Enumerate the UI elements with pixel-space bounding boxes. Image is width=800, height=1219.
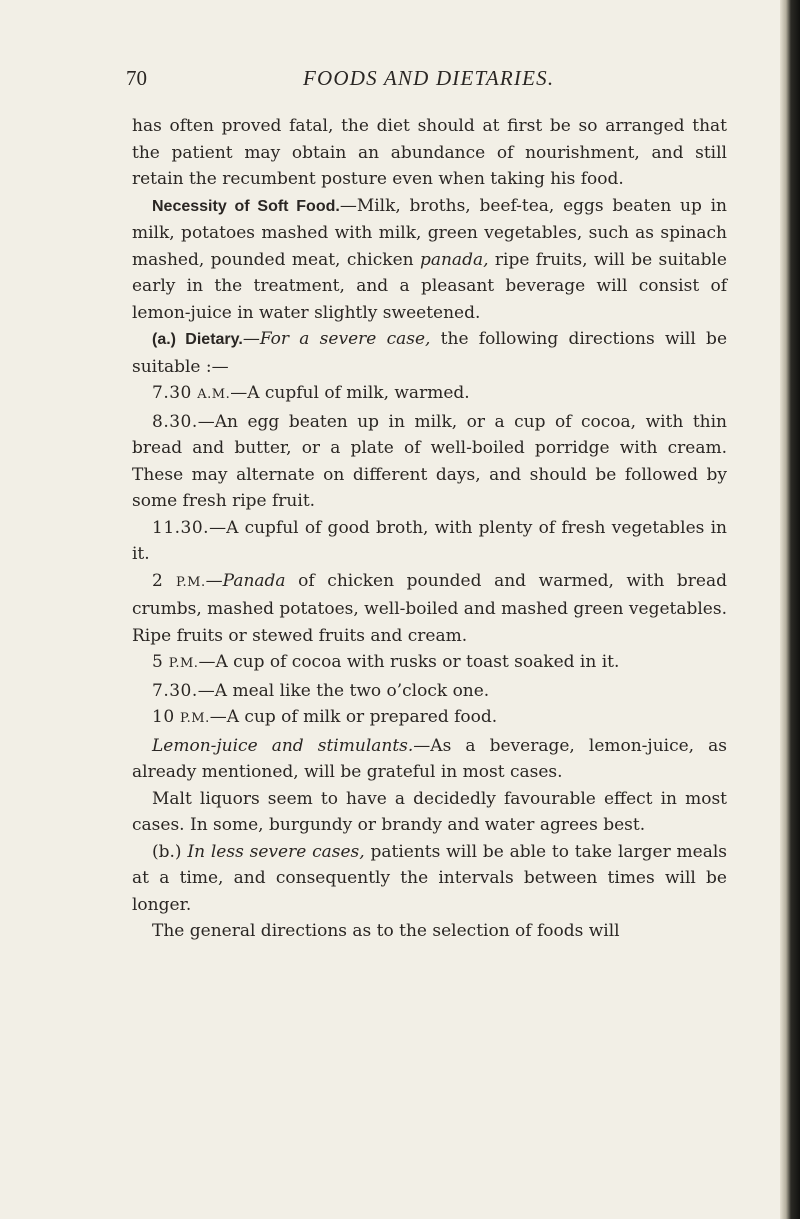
paragraph-text: Malt liquors seem to have a decidedly favourable effect in most cases. In some, burgundy or brandy and water agrees best. (132, 788, 727, 835)
schedule-entry-1130 (132, 515, 727, 568)
schedule-time: 10 (152, 707, 175, 727)
schedule-text: —A meal like the two o’clock one. (197, 680, 490, 701)
schedule-text: —A cupful of milk, warmed. (230, 383, 470, 403)
schedule-entry-730 (132, 678, 727, 705)
paragraph-lemon-juice (132, 733, 727, 786)
schedule-ampm: P.M. (168, 656, 199, 671)
paragraph-malt-liquors (132, 786, 727, 839)
paragraph-general-directions (132, 918, 727, 945)
section-heading-dietary: (a.) Dietary. (152, 331, 243, 348)
paragraph-text: ripe fruits, will be suitable early in the treatment, and a pleasant beverage will consist of lemon-juice in water slightly sweetened. (132, 249, 727, 323)
schedule-entry-5pm (132, 649, 727, 678)
section-heading-soft-food: Necessity of Soft Food. (152, 197, 340, 215)
paragraph-text: —Milk, broths, beef-tea, eggs beaten up in milk, potatoes mashed with milk, green vegetables, such as spinach mashed, pounded meat, chicken (132, 195, 727, 270)
schedule-time: 7.30. (152, 680, 198, 701)
italic-heading: Lemon-juice and stimulants. (152, 735, 414, 756)
schedule-entry-830 (132, 409, 727, 515)
schedule-entry-730am (132, 380, 727, 409)
page-edge-shadow (780, 0, 800, 1219)
running-title: FOODS AND DIETARIES. (303, 66, 555, 90)
schedule-ampm: P.M. (175, 574, 206, 590)
paragraph-text: the following directions will be suitable :— (132, 329, 727, 377)
schedule-time: 8.30. (152, 411, 198, 432)
italic-text: In less severe cases, (187, 841, 365, 862)
schedule-text: —A cupful of good broth, with plenty of fresh vegetables in it. (132, 517, 727, 564)
italic-text: —Panada (205, 570, 286, 591)
paragraph-less-severe (132, 839, 727, 919)
paragraph-soft-food (132, 193, 727, 327)
schedule-time: 7.30 (152, 383, 192, 403)
body-text (132, 113, 727, 945)
schedule-entry-10pm (132, 704, 727, 733)
section-label: (b.) (152, 841, 182, 862)
paragraph-text: patients will be able to take larger meals at a time, and consequently the intervals between times will be longer. (132, 841, 728, 915)
paragraph-text: —As a beverage, lemon-juice, as already mentioned, will be grateful in most cases. (132, 735, 727, 782)
schedule-time: 11.30. (152, 517, 210, 538)
schedule-ampm: A.M. (197, 387, 231, 402)
schedule-text: of chicken pounded and warmed, with bread crumbs, mashed potatoes, well-boiled and mashed green vegetables. Ripe fruits or stewed fruits and cream. (132, 570, 727, 646)
page-header (0, 62, 800, 94)
schedule-text: —An egg beaten up in milk, or a cup of cocoa, with thin bread and butter, or a plate of well-boiled porridge with cream. These may alternate on different days, and should be followed by some fresh ripe fruit. (132, 411, 727, 511)
schedule-text: —A cup of cocoa with rusks or toast soaked in it. (198, 652, 620, 672)
page-number: 70 (126, 66, 147, 90)
italic-text: panada, (419, 249, 489, 270)
paragraph-1 (132, 113, 727, 193)
schedule-time: 2 (152, 570, 164, 591)
schedule-time: 5 (152, 652, 164, 672)
schedule-entry-2pm (132, 568, 727, 650)
schedule-text: —A cup of milk or prepared food. (209, 707, 498, 727)
italic-text: —For a severe case, (242, 329, 431, 349)
paragraph-dietary (132, 326, 727, 380)
paragraph-text: has often proved fatal, the diet should at first be so arranged that the patient may obtain an abundance of nourishment, and still retain the recumbent posture even when taking his food. (132, 116, 727, 189)
paragraph-text: The general directions as to the selection of foods will (152, 921, 620, 941)
schedule-ampm: P.M. (180, 711, 210, 726)
